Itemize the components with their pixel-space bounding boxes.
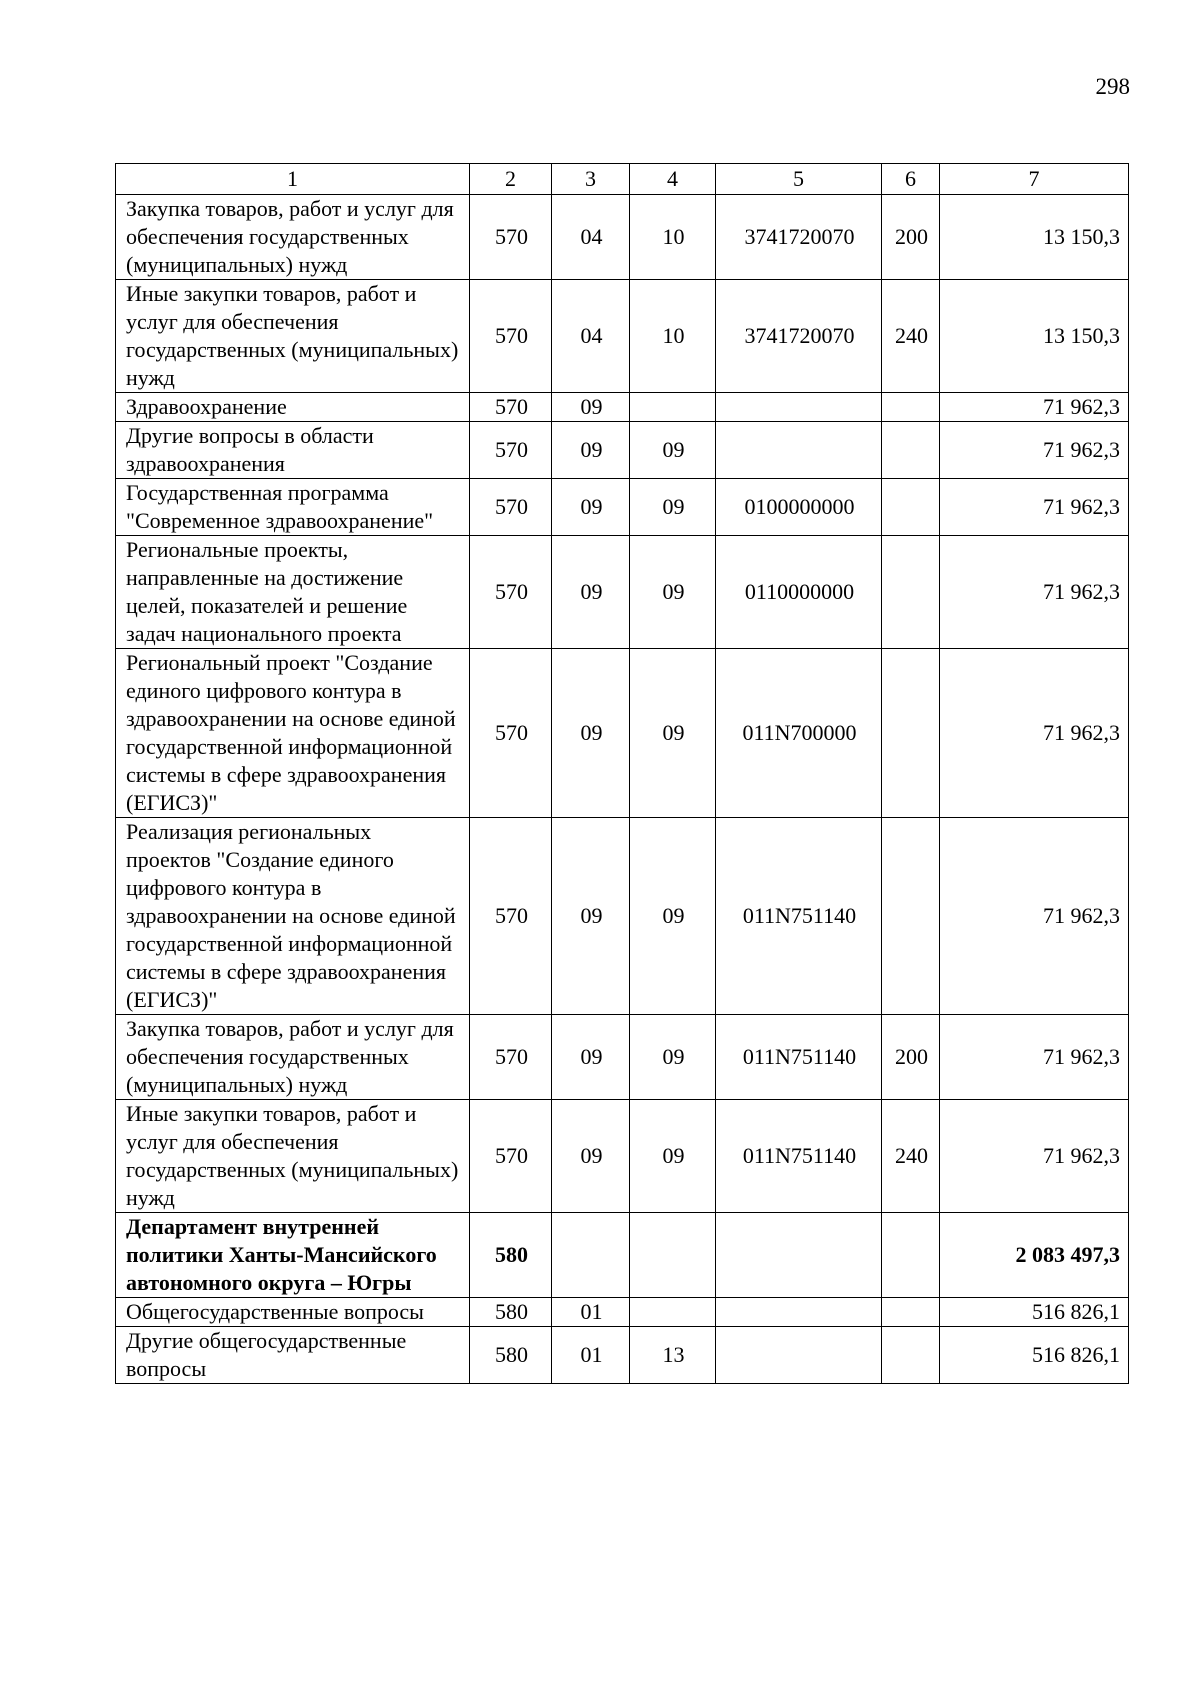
row-section-cell: 01	[552, 1327, 630, 1384]
header-cell: 7	[940, 164, 1129, 195]
row-subsection-cell	[630, 393, 716, 422]
row-section-cell: 09	[552, 649, 630, 818]
row-expense-type-cell: 240	[882, 280, 940, 393]
header-cell: 6	[882, 164, 940, 195]
row-expense-type-cell: 200	[882, 195, 940, 280]
row-name-cell: Региональный проект "Создание единого цифрового контура в здравоохранении на основе единой государственной информационной системы в сфере здравоохранения (ЕГИСЗ)"	[116, 649, 470, 818]
row-section-cell: 09	[552, 479, 630, 536]
row-subsection-cell: 09	[630, 479, 716, 536]
row-code-cell: 570	[470, 393, 552, 422]
row-amount-cell: 71 962,3	[940, 393, 1129, 422]
row-amount-cell: 516 826,1	[940, 1298, 1129, 1327]
row-name-cell: Общегосударственные вопросы	[116, 1298, 470, 1327]
row-target-article-cell	[716, 1327, 882, 1384]
row-target-article-cell	[716, 1298, 882, 1327]
row-amount-cell: 71 962,3	[940, 1100, 1129, 1213]
row-target-article-cell: 011N751140	[716, 1100, 882, 1213]
table-row	[116, 1298, 1129, 1327]
row-section-cell: 09	[552, 536, 630, 649]
row-code-cell: 570	[470, 818, 552, 1015]
row-code-cell: 570	[470, 1015, 552, 1100]
row-subsection-cell	[630, 1213, 716, 1298]
row-code-cell: 570	[470, 280, 552, 393]
row-code-cell: 580	[470, 1327, 552, 1384]
row-subsection-cell: 09	[630, 536, 716, 649]
row-section-cell: 01	[552, 1298, 630, 1327]
table-row	[116, 479, 1129, 536]
row-subsection-cell: 09	[630, 1100, 716, 1213]
header-cell: 2	[470, 164, 552, 195]
table-row	[116, 818, 1129, 1015]
row-section-cell: 04	[552, 280, 630, 393]
row-target-article-cell: 0110000000	[716, 536, 882, 649]
row-expense-type-cell	[882, 1327, 940, 1384]
row-code-cell: 580	[470, 1298, 552, 1327]
row-code-cell: 570	[470, 649, 552, 818]
table-row	[116, 1015, 1129, 1100]
row-expense-type-cell	[882, 1213, 940, 1298]
row-expense-type-cell	[882, 393, 940, 422]
budget-table	[115, 163, 1129, 1384]
row-amount-cell: 71 962,3	[940, 818, 1129, 1015]
table-row	[116, 1327, 1129, 1384]
table-row	[116, 195, 1129, 280]
row-subsection-cell: 10	[630, 195, 716, 280]
table-row	[116, 649, 1129, 818]
table-row	[116, 1213, 1129, 1298]
row-code-cell: 570	[470, 195, 552, 280]
row-section-cell: 09	[552, 818, 630, 1015]
row-name-cell: Государственная программа "Современное здравоохранение"	[116, 479, 470, 536]
header-cell: 5	[716, 164, 882, 195]
row-amount-cell: 71 962,3	[940, 479, 1129, 536]
row-target-article-cell: 011N700000	[716, 649, 882, 818]
row-amount-cell: 13 150,3	[940, 195, 1129, 280]
row-subsection-cell: 09	[630, 1015, 716, 1100]
row-name-cell: Другие вопросы в области здравоохранения	[116, 422, 470, 479]
row-section-cell: 09	[552, 393, 630, 422]
row-amount-cell: 2 083 497,3	[940, 1213, 1129, 1298]
table-row	[116, 536, 1129, 649]
row-target-article-cell: 3741720070	[716, 195, 882, 280]
header-cell: 3	[552, 164, 630, 195]
row-expense-type-cell	[882, 536, 940, 649]
row-expense-type-cell: 200	[882, 1015, 940, 1100]
row-amount-cell: 71 962,3	[940, 649, 1129, 818]
row-target-article-cell	[716, 422, 882, 479]
row-name-cell: Региональные проекты, направленные на достижение целей, показателей и решение задач национального проекта	[116, 536, 470, 649]
row-code-cell: 570	[470, 422, 552, 479]
row-amount-cell: 71 962,3	[940, 1015, 1129, 1100]
row-section-cell: 09	[552, 1015, 630, 1100]
row-amount-cell: 71 962,3	[940, 536, 1129, 649]
row-name-cell: Иные закупки товаров, работ и услуг для обеспечения государственных (муниципальных) нужд	[116, 1100, 470, 1213]
row-expense-type-cell	[882, 649, 940, 818]
row-code-cell: 580	[470, 1213, 552, 1298]
row-expense-type-cell	[882, 479, 940, 536]
row-amount-cell: 71 962,3	[940, 422, 1129, 479]
row-name-cell: Закупка товаров, работ и услуг для обеспечения государственных (муниципальных) нужд	[116, 1015, 470, 1100]
row-subsection-cell: 09	[630, 818, 716, 1015]
row-code-cell: 570	[470, 1100, 552, 1213]
table-row	[116, 280, 1129, 393]
row-target-article-cell: 0100000000	[716, 479, 882, 536]
row-code-cell: 570	[470, 536, 552, 649]
row-amount-cell: 13 150,3	[940, 280, 1129, 393]
row-name-cell: Иные закупки товаров, работ и услуг для обеспечения государственных (муниципальных) нужд	[116, 280, 470, 393]
row-target-article-cell: 011N751140	[716, 1015, 882, 1100]
row-subsection-cell: 13	[630, 1327, 716, 1384]
row-subsection-cell: 10	[630, 280, 716, 393]
row-target-article-cell: 3741720070	[716, 280, 882, 393]
row-name-cell: Департамент внутренней политики Ханты-Мансийского автономного округа – Югры	[116, 1213, 470, 1298]
row-name-cell: Реализация региональных проектов "Создание единого цифрового контура в здравоохранении на основе единой государственной информационной системы в сфере здравоохранения (ЕГИСЗ)"	[116, 818, 470, 1015]
header-cell: 1	[116, 164, 470, 195]
row-name-cell: Другие общегосударственные вопросы	[116, 1327, 470, 1384]
table-header-row	[116, 164, 1129, 195]
table-row	[116, 1100, 1129, 1213]
row-expense-type-cell: 240	[882, 1100, 940, 1213]
row-expense-type-cell	[882, 422, 940, 479]
row-target-article-cell: 011N751140	[716, 818, 882, 1015]
row-code-cell: 570	[470, 479, 552, 536]
row-section-cell	[552, 1213, 630, 1298]
header-cell: 4	[630, 164, 716, 195]
row-section-cell: 09	[552, 422, 630, 479]
row-expense-type-cell	[882, 818, 940, 1015]
row-target-article-cell	[716, 1213, 882, 1298]
row-subsection-cell: 09	[630, 649, 716, 818]
row-amount-cell: 516 826,1	[940, 1327, 1129, 1384]
row-name-cell: Закупка товаров, работ и услуг для обеспечения государственных (муниципальных) нужд	[116, 195, 470, 280]
row-subsection-cell: 09	[630, 422, 716, 479]
row-subsection-cell	[630, 1298, 716, 1327]
table-row	[116, 422, 1129, 479]
page-number: 298	[1095, 74, 1130, 99]
row-expense-type-cell	[882, 1298, 940, 1327]
table-row	[116, 393, 1129, 422]
row-name-cell: Здравоохранение	[116, 393, 470, 422]
row-section-cell: 04	[552, 195, 630, 280]
row-target-article-cell	[716, 393, 882, 422]
row-section-cell: 09	[552, 1100, 630, 1213]
